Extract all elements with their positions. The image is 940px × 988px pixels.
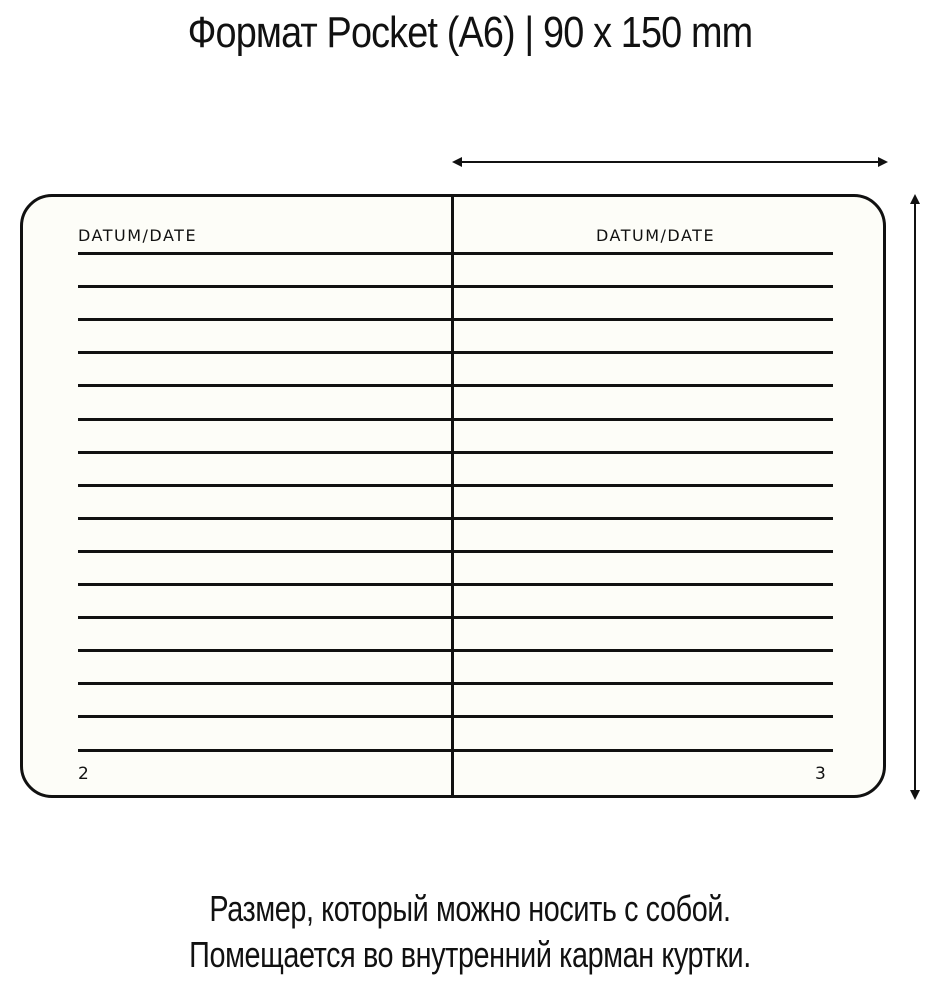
left-page-ruled-line (78, 649, 452, 652)
caption-line-1: Размер, который можно носить с собой. (209, 888, 731, 929)
height-dimension-arrow-icon (909, 194, 921, 800)
right-page-ruled-line (454, 715, 833, 718)
left-page-number: 2 (78, 764, 89, 784)
left-page-ruled-line (78, 550, 452, 553)
left-page-ruled-line (78, 715, 452, 718)
left-page-ruled-line (78, 682, 452, 685)
right-page-ruled-line (454, 517, 833, 520)
page-title: Формат Pocket (A6) | 90 x 150 mm (187, 8, 753, 57)
right-page-ruled-line (454, 649, 833, 652)
left-page-ruled-line (78, 285, 452, 288)
right-page-ruled-line (454, 749, 833, 752)
right-page-ruled-line (454, 285, 833, 288)
right-page-ruled-line (454, 418, 833, 421)
left-page-ruled-line (78, 351, 452, 354)
right-page-ruled-line (454, 682, 833, 685)
left-page-ruled-line (78, 583, 452, 586)
caption-line-2: Помещается во внутренний карман куртки. (189, 934, 751, 975)
right-page-number: 3 (815, 764, 826, 784)
right-page-ruled-line (454, 616, 833, 619)
left-page-ruled-line (78, 451, 452, 454)
right-page-ruled-line (454, 318, 833, 321)
right-page-ruled-line (454, 550, 833, 553)
right-page-ruled-line (454, 451, 833, 454)
left-page-ruled-line (78, 384, 452, 387)
left-page-ruled-line (78, 616, 452, 619)
left-page-ruled-line (78, 517, 452, 520)
right-page-ruled-line (454, 252, 833, 255)
right-page-ruled-line (454, 583, 833, 586)
right-page-ruled-line (454, 384, 833, 387)
right-date-label: DATUM/DATE (596, 226, 716, 245)
left-date-label: DATUM/DATE (78, 226, 198, 245)
left-page-ruled-line (78, 318, 452, 321)
left-page-ruled-line (78, 252, 452, 255)
left-page-ruled-line (78, 749, 452, 752)
width-dimension-arrow-icon (452, 156, 888, 168)
right-page-ruled-line (454, 484, 833, 487)
left-page-ruled-line (78, 418, 452, 421)
right-page-ruled-line (454, 351, 833, 354)
left-page-ruled-line (78, 484, 452, 487)
